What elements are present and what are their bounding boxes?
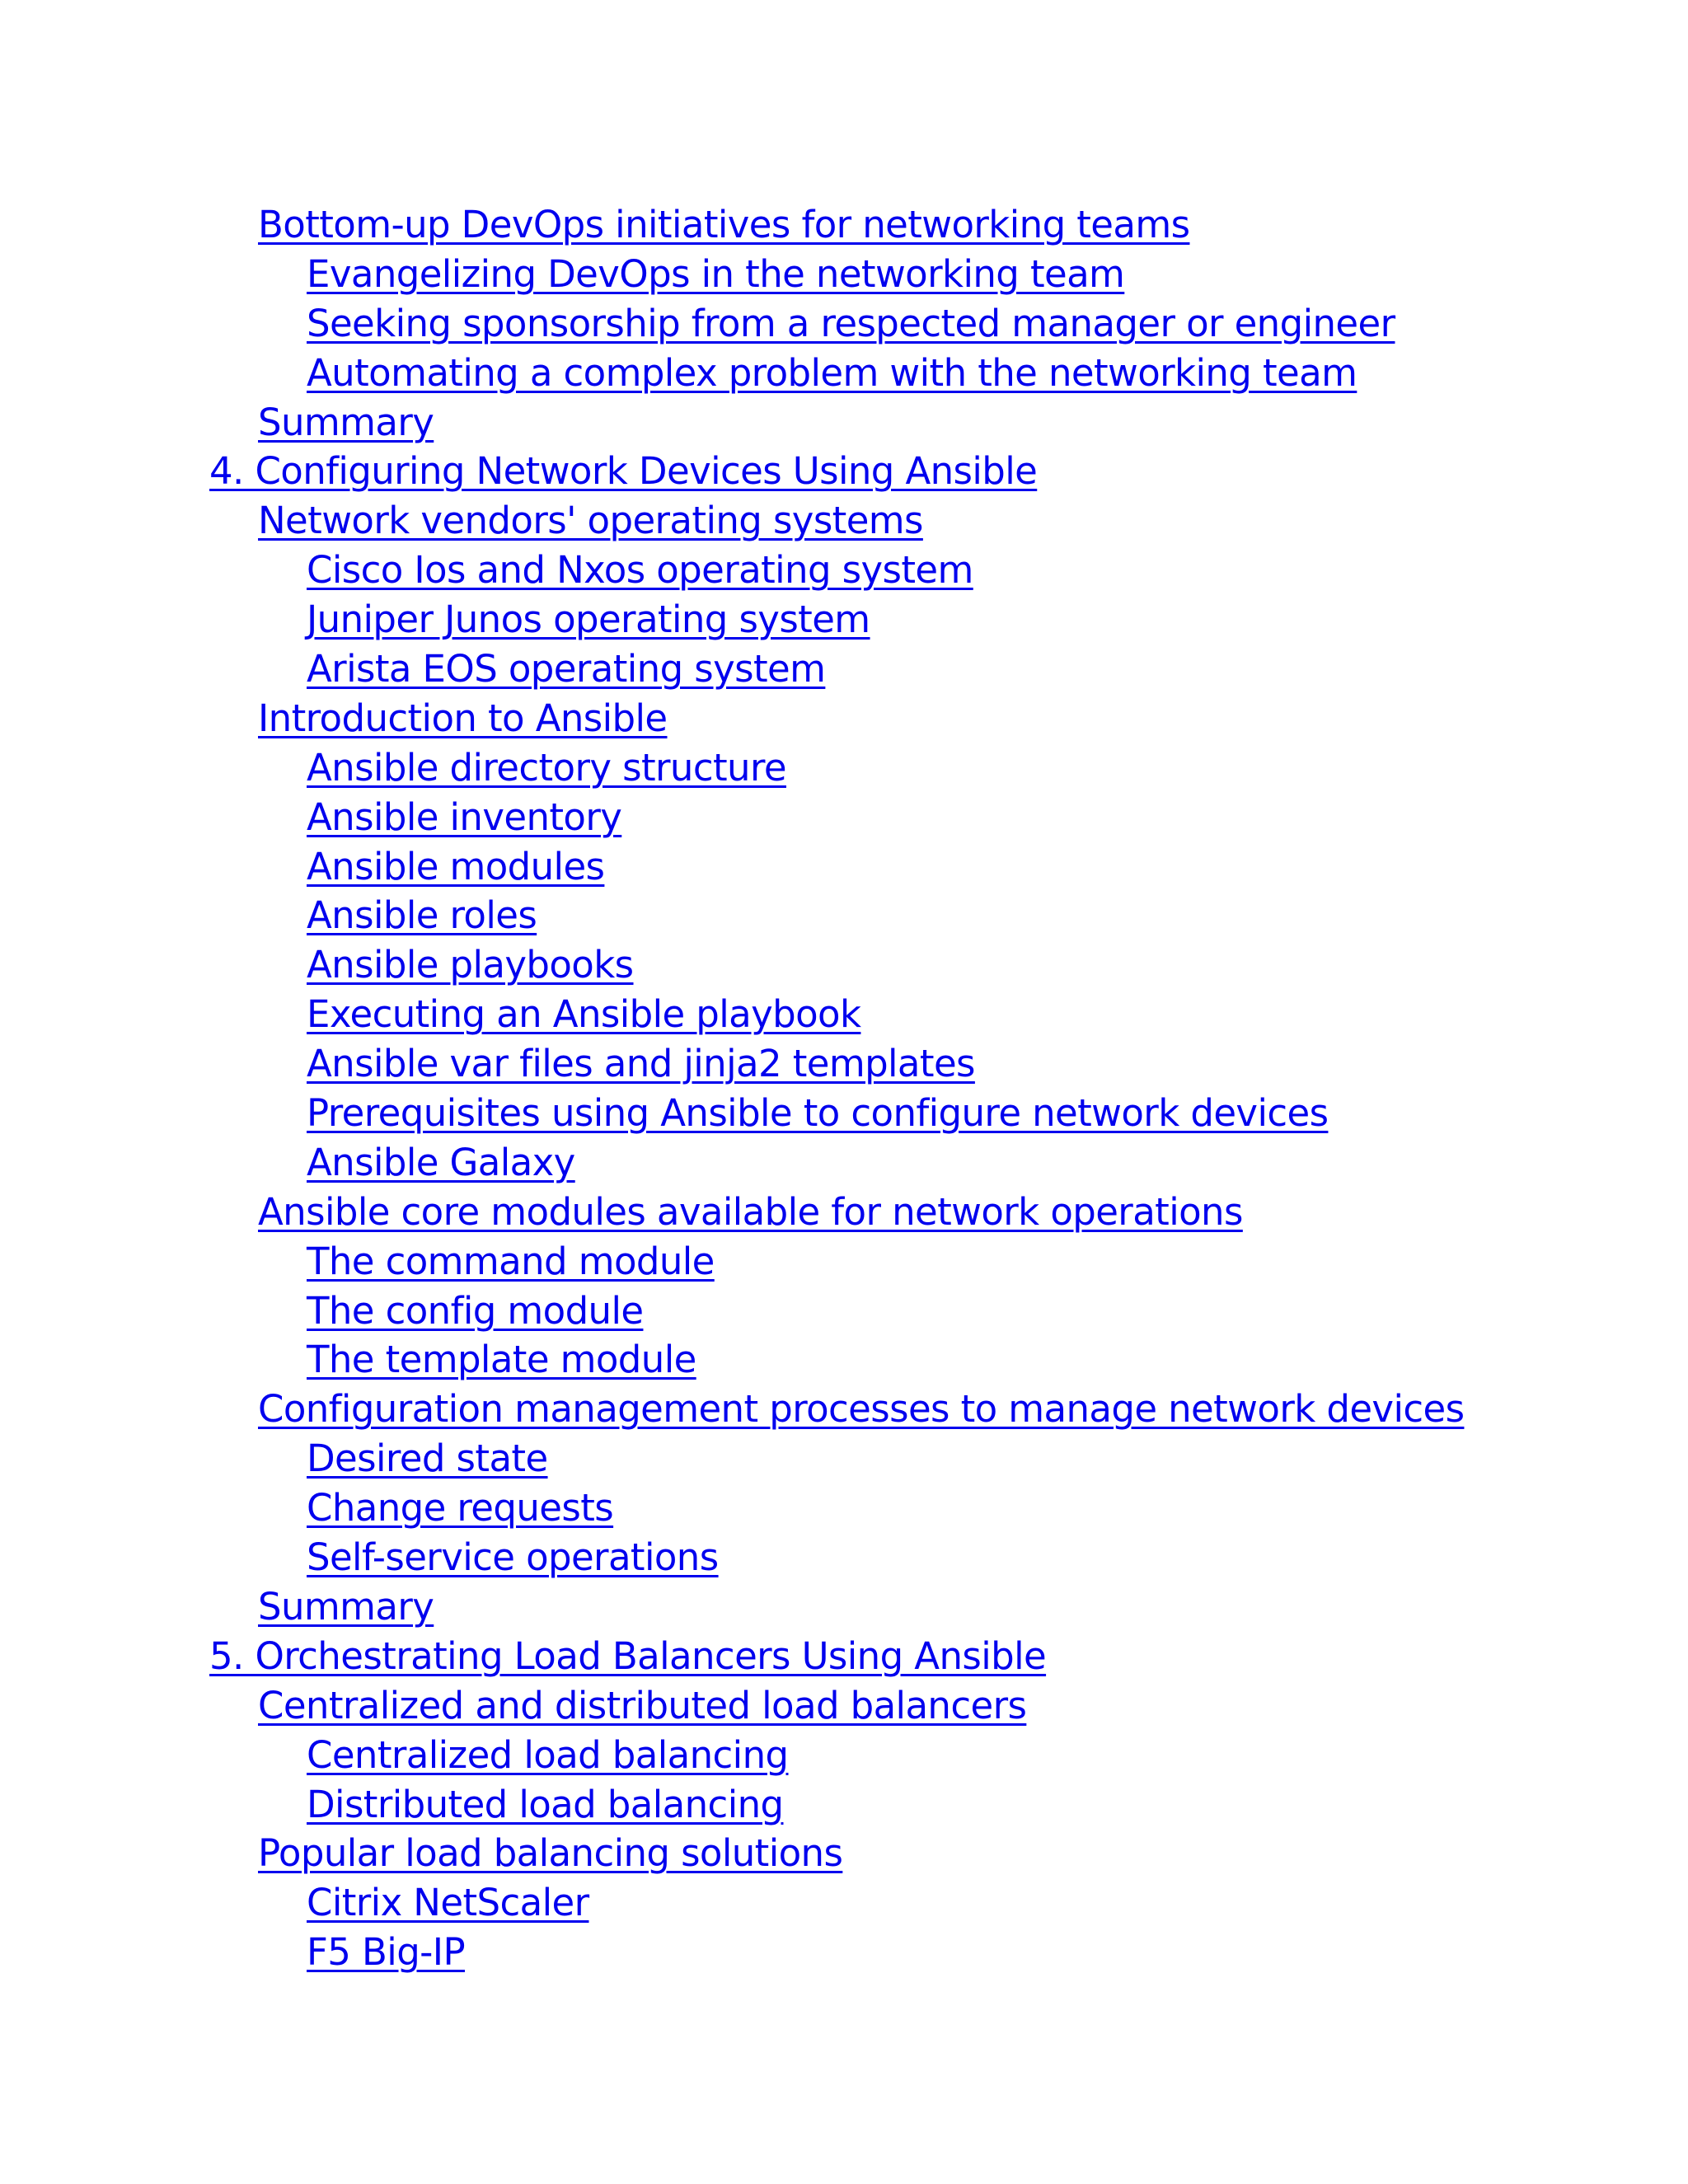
- toc-entry: [0, 1138, 1688, 1188]
- toc-entry: [0, 1188, 1688, 1237]
- toc-section-link[interactable]: Network vendors' operating systems: [258, 499, 923, 543]
- toc-subsection-link[interactable]: Centralized load balancing: [307, 1732, 789, 1777]
- toc-subsection-link[interactable]: Seeking sponsorship from a respected manager or engineer: [307, 301, 1395, 345]
- toc-subsection-link[interactable]: Ansible var files and jinja2 templates: [307, 1042, 975, 1086]
- toc-subsection-link[interactable]: Ansible directory structure: [307, 745, 786, 790]
- toc-entry: [0, 1533, 1688, 1582]
- toc-entry: [0, 743, 1688, 793]
- toc-section-link[interactable]: Bottom-up DevOps initiatives for networking teams: [258, 203, 1190, 246]
- toc-entry: [0, 546, 1688, 595]
- toc-entry: [0, 1878, 1688, 1928]
- toc-subsection-link[interactable]: Ansible modules: [307, 844, 605, 888]
- toc-subsection-link[interactable]: Ansible roles: [307, 893, 537, 938]
- toc-subsection-link[interactable]: Cisco Ios and Nxos operating system: [307, 548, 973, 593]
- toc-entry: [0, 793, 1688, 842]
- toc-entry: [0, 447, 1688, 496]
- toc-entry: [0, 1434, 1688, 1483]
- toc-entry: [0, 1582, 1688, 1632]
- toc-subsection-link[interactable]: The template module: [307, 1338, 696, 1382]
- toc-entry: [0, 644, 1688, 694]
- toc-subsection-link[interactable]: Arista EOS operating system: [307, 647, 826, 691]
- toc-entry: [0, 398, 1688, 448]
- toc-entry: [0, 299, 1688, 349]
- toc-entry: [0, 891, 1688, 940]
- toc-entry: [0, 1483, 1688, 1533]
- toc-subsection-link[interactable]: Distributed load balancing: [307, 1782, 784, 1826]
- toc-subsection-link[interactable]: Ansible inventory: [307, 794, 622, 839]
- toc-subsection-link[interactable]: Executing an Ansible playbook: [307, 992, 861, 1037]
- toc-entry: [0, 1286, 1688, 1336]
- toc-subsection-link[interactable]: The command module: [307, 1239, 715, 1283]
- toc-subsection-link[interactable]: Evangelizing DevOps in the networking team: [307, 251, 1125, 296]
- toc-section-link[interactable]: Centralized and distributed load balancers: [258, 1683, 1027, 1727]
- toc-subsection-link[interactable]: Citrix NetScaler: [307, 1881, 589, 1925]
- toc-entry: [0, 1335, 1688, 1385]
- toc-entry: [0, 1928, 1688, 1977]
- toc-entry: [0, 1385, 1688, 1434]
- toc-entry: [0, 1237, 1688, 1286]
- toc-entry: [0, 1829, 1688, 1878]
- toc-entry: [0, 250, 1688, 299]
- toc-subsection-link[interactable]: F5 Big-IP: [307, 1930, 466, 1975]
- toc-subsection-link[interactable]: Change requests: [307, 1486, 614, 1530]
- toc-section-link[interactable]: Popular load balancing solutions: [258, 1831, 843, 1876]
- toc-entry: [0, 200, 1688, 250]
- toc-entry: [0, 1681, 1688, 1731]
- toc-entry: [0, 1632, 1688, 1681]
- toc-entry: [0, 842, 1688, 892]
- toc-chapter-link[interactable]: 5. Orchestrating Load Balancers Using Ansible: [209, 1633, 1047, 1678]
- toc-section-link[interactable]: Ansible core modules available for network operations: [258, 1189, 1243, 1234]
- toc-entry: [0, 349, 1688, 398]
- table-of-contents: [0, 200, 1688, 1977]
- toc-entry: [0, 496, 1688, 546]
- toc-subsection-link[interactable]: Ansible Galaxy: [307, 1140, 575, 1184]
- toc-subsection-link[interactable]: Prerequisites using Ansible to configure network devices: [307, 1091, 1329, 1136]
- toc-entry: [0, 694, 1688, 743]
- toc-section-link[interactable]: Summary: [258, 1584, 434, 1629]
- toc-entry: [0, 990, 1688, 1039]
- toc-entry: [0, 940, 1688, 990]
- toc-chapter-link[interactable]: 4. Configuring Network Devices Using Ansible: [209, 449, 1038, 494]
- toc-entry: [0, 1039, 1688, 1089]
- toc-subsection-link[interactable]: Ansible playbooks: [307, 943, 634, 987]
- toc-subsection-link[interactable]: The config module: [307, 1288, 644, 1333]
- toc-section-link[interactable]: Summary: [258, 400, 434, 444]
- toc-entry: [0, 1731, 1688, 1780]
- toc-section-link[interactable]: Introduction to Ansible: [258, 696, 668, 740]
- toc-subsection-link[interactable]: Self-service operations: [307, 1535, 719, 1580]
- toc-entry: [0, 1089, 1688, 1138]
- toc-subsection-link[interactable]: Juniper Junos operating system: [307, 598, 870, 642]
- toc-subsection-link[interactable]: Automating a complex problem with the networking team: [307, 350, 1357, 395]
- toc-subsection-link[interactable]: Desired state: [307, 1436, 548, 1481]
- toc-section-link[interactable]: Configuration management processes to manage network devices: [258, 1387, 1465, 1432]
- toc-entry: [0, 1780, 1688, 1830]
- toc-entry: [0, 595, 1688, 644]
